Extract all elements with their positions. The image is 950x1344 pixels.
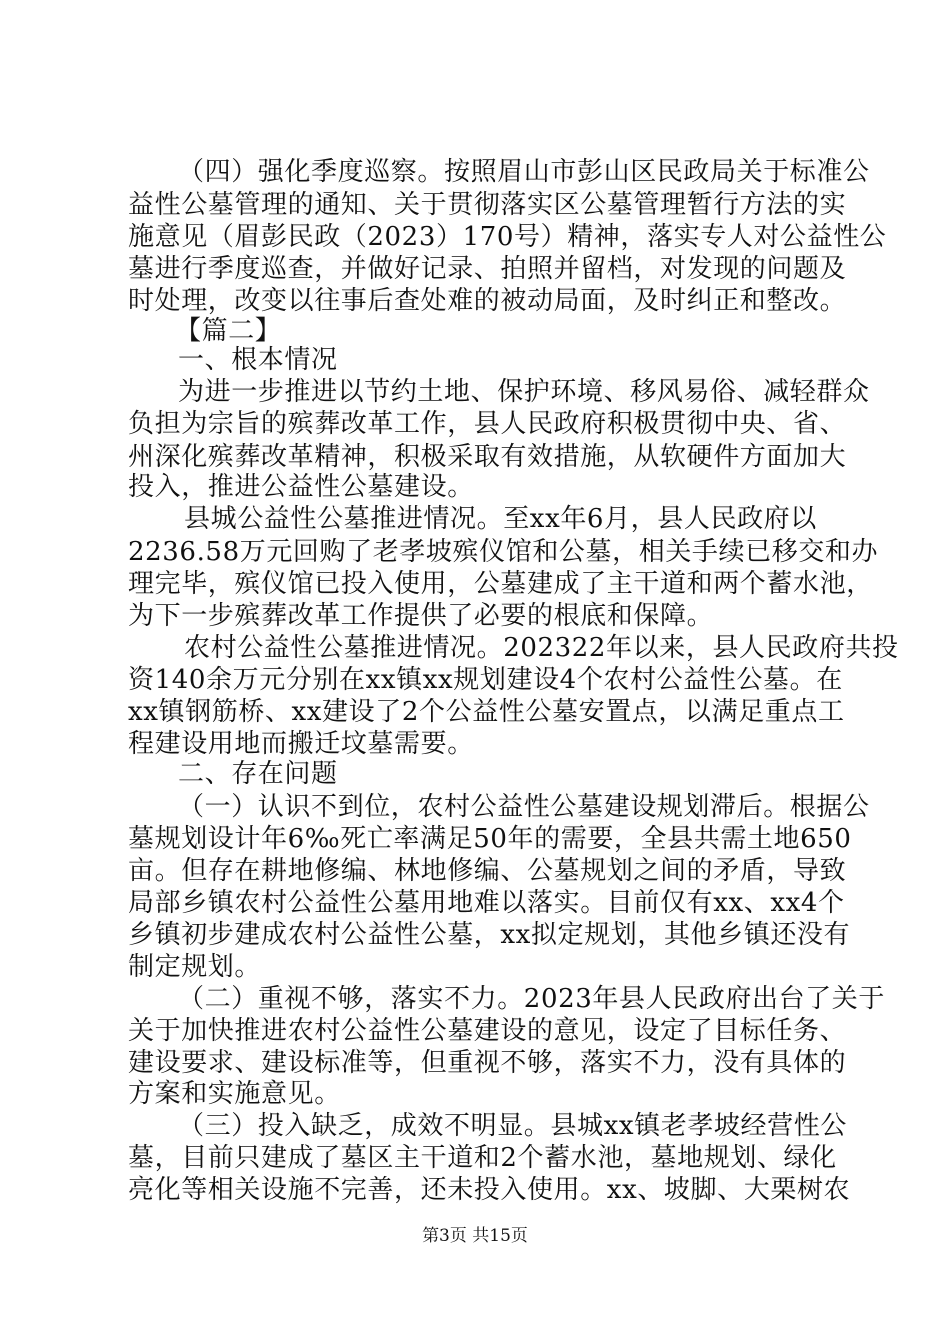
text-line: 关于加快推进农村公益性公墓建设的意见，设定了目标任务、 <box>128 1016 847 1046</box>
text-line: 墓，目前只建成了墓区主干道和2个蓄水池，墓地规划、绿化 <box>128 1143 837 1173</box>
text-line: （三）投入缺乏，成效不明显。县城xx镇老孝坡经营性公 <box>178 1111 847 1141</box>
text-line: 局部乡镇农村公益性公墓用地难以落实。目前仅有xx、xx4个 <box>128 888 845 918</box>
text-line: （一）认识不到位，农村公益性公墓建设规划滞后。根据公 <box>178 792 870 822</box>
text-line: 制定规划。 <box>128 952 262 982</box>
section-heading: 一、根本情况 <box>178 345 338 375</box>
text-line: 乡镇初步建成农村公益性公墓，xx拟定规划，其他乡镇还没有 <box>128 920 851 950</box>
text-line: 为进一步推进以节约土地、保护环境、移风易俗、减轻群众 <box>178 377 870 407</box>
text-line: 农村公益性公墓推进情况。202322年以来，县人民政府共投 <box>184 633 899 663</box>
text-line: 方案和实施意见。 <box>128 1079 341 1109</box>
text-line: 2236.58万元回购了老孝坡殡仪馆和公墓，相关手续已移交和办 <box>128 537 879 567</box>
text-line: （四）强化季度巡察。按照眉山市彭山区民政局关于标准公 <box>178 157 870 187</box>
text-line: 墓进行季度巡查，并做好记录、拍照并留档，对发现的问题及 <box>128 254 847 284</box>
text-line: 理完毕，殡仪馆已投入使用，公墓建成了主干道和两个蓄水池， <box>128 569 873 599</box>
text-line: 时处理，改变以往事后查处难的被动局面，及时纠正和整改。 <box>128 286 847 316</box>
text-line: 为下一步殡葬改革工作提供了必要的根底和保障。 <box>128 601 714 631</box>
text-line: 资140余万元分别在xx镇xx规划建设4个农村公益性公墓。在 <box>128 665 843 695</box>
text-line: 益性公墓管理的通知、关于贯彻落实区公墓管理暂行方法的实 <box>128 190 847 220</box>
text-line: 亮化等相关设施不完善，还未投入使用。xx、坡脚、大栗树农 <box>128 1175 851 1205</box>
text-line: xx镇钢筋桥、xx建设了2个公益性公墓安置点，以满足重点工 <box>128 697 845 727</box>
text-line: 亩。但存在耕地修编、林地修编、公墓规划之间的矛盾，导致 <box>128 856 847 886</box>
text-line: 墓规划设计年6‰死亡率满足50年的需要，全县共需土地650 <box>128 824 852 854</box>
text-line: 县城公益性公墓推进情况。至xx年6月，县人民政府以 <box>184 504 817 534</box>
text-line: 程建设用地而搬迁坟墓需要。 <box>128 729 474 759</box>
text-line: （二）重视不够，落实不力。2023年县人民政府出台了关于 <box>178 984 885 1014</box>
text-line: 建设要求、建设标准等，但重视不够，落实不力，没有具体的 <box>128 1048 847 1078</box>
text-line: 州深化殡葬改革精神，积极采取有效措施，从软硬件方面加大 <box>128 442 847 472</box>
page-footer: 第3页 共15页 <box>422 1226 528 1246</box>
section-heading: 二、存在问题 <box>178 759 338 789</box>
text-line: 负担为宗旨的殡葬改革工作，县人民政府积极贯彻中央、省、 <box>128 409 847 439</box>
text-line: 施意见（眉彭民政（2023）170号）精神，落实专人对公益性公 <box>128 222 887 252</box>
text-line: 投入，推进公益性公墓建设。 <box>128 472 474 502</box>
section-heading: 【篇二】 <box>175 316 282 346</box>
